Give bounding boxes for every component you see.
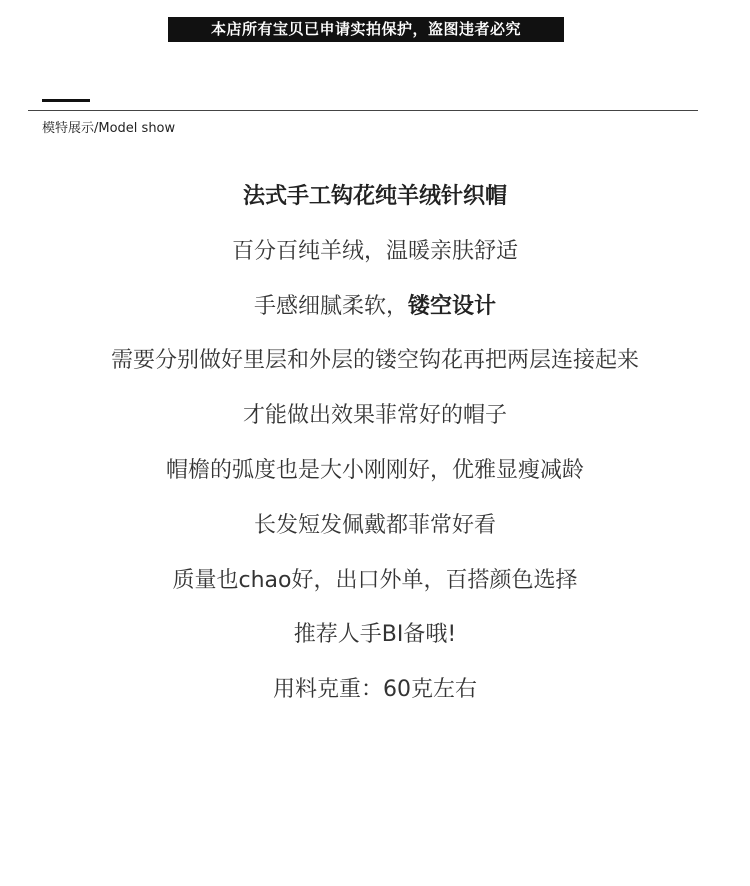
section-accent-bar — [42, 99, 90, 102]
description-line: 推荐人手BI备哦! — [293, 622, 457, 648]
product-description — [0, 177, 750, 725]
product-title: 法式手工钩花纯羊绒针织帽 — [242, 184, 507, 209]
description-line: 用料克重：60克左右 — [273, 677, 477, 703]
description-line: 帽檐的弧度也是大小刚刚好，优雅显瘦减龄 — [165, 457, 584, 483]
description-line: 需要分别做好里层和外层的镂空钩花再把两层连接起来 — [110, 348, 639, 374]
description-line: 长发短发佩戴都菲常好看 — [253, 512, 496, 538]
description-highlight: 镂空设计 — [408, 293, 497, 319]
description-line: 才能做出效果菲常好的帽子 — [242, 403, 507, 429]
description-line: 百分百纯羊绒，温暖亲肤舒适 — [231, 238, 518, 264]
description-line: 质量也chao好，出口外单，百搭颜色选择 — [172, 567, 578, 593]
section-label: 模特展示/Model show — [42, 121, 176, 136]
description-text: 手感细腻柔软， — [253, 293, 408, 319]
section-divider — [28, 110, 698, 111]
description-line — [0, 287, 750, 342]
copyright-banner: 本店所有宝贝已申请实拍保护，盗图违者必究 — [168, 17, 564, 42]
